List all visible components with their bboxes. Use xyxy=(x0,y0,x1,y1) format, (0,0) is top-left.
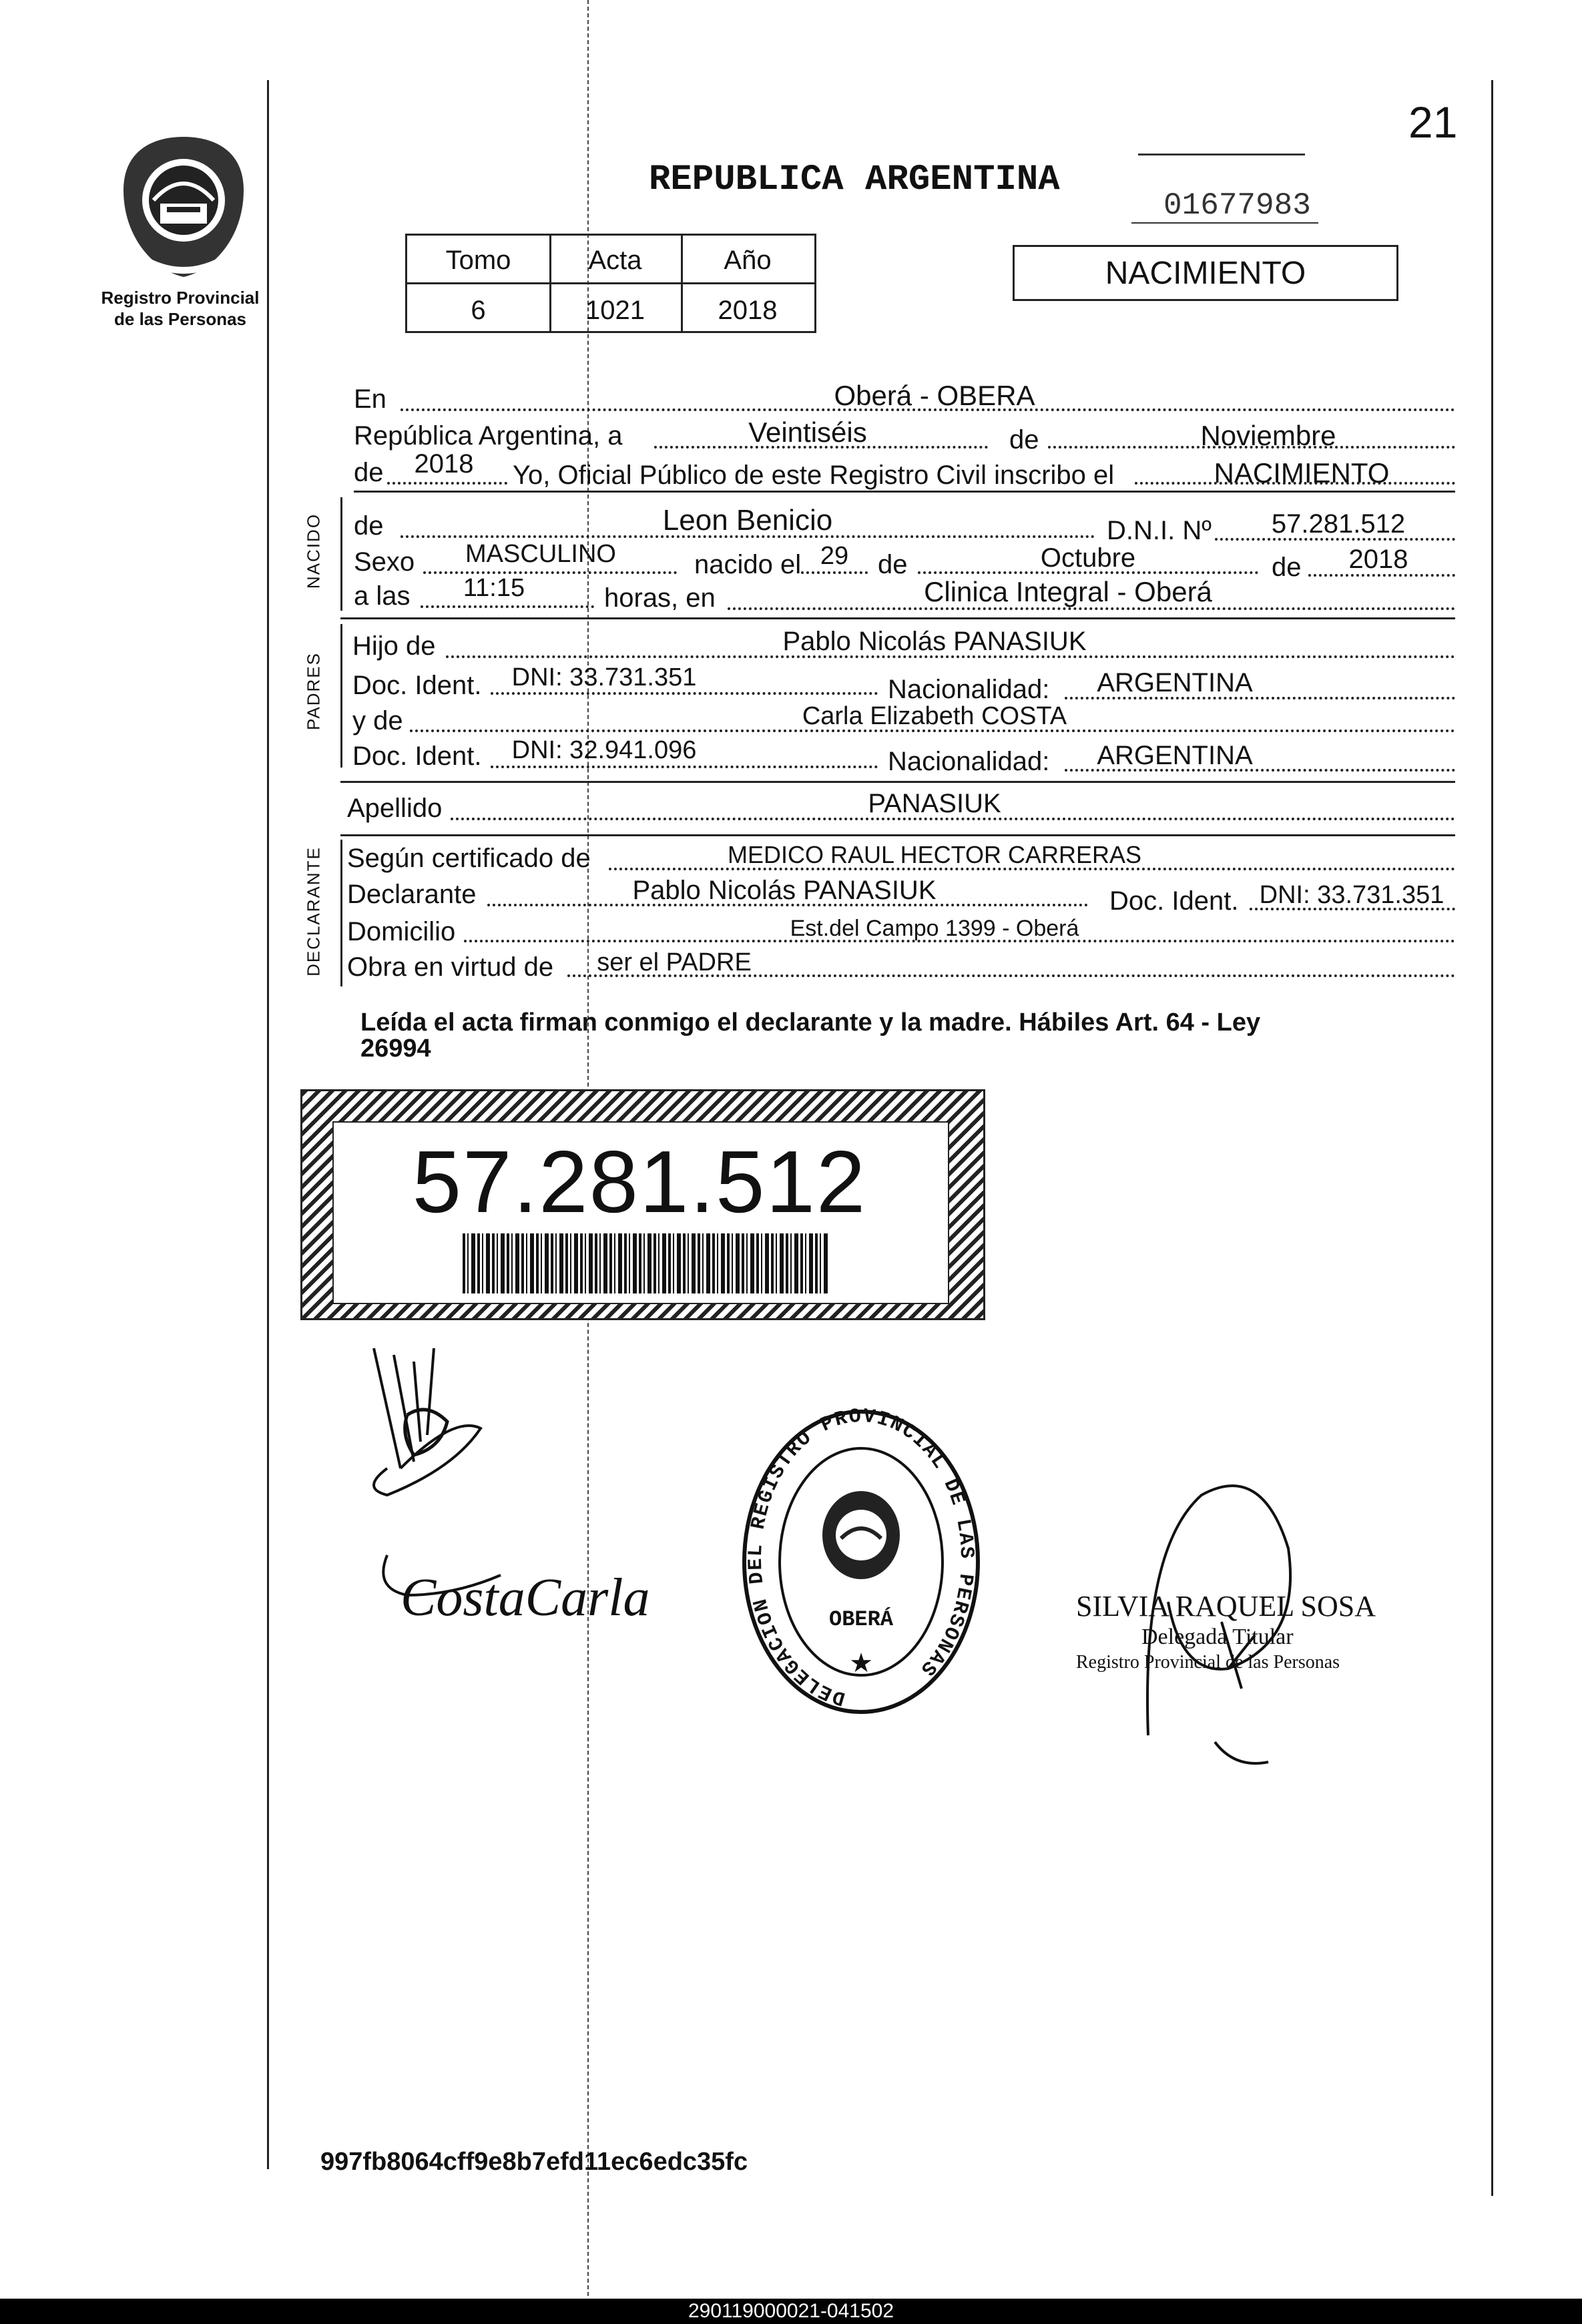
document-hash: 997fb8064cff9e8b7efd11ec6edc35fc xyxy=(320,2148,748,2176)
child-name: Leon Benicio xyxy=(662,504,833,537)
doc2-label: Doc. Ident. xyxy=(352,742,482,771)
footer-bar xyxy=(0,2299,1582,2324)
year-value: 2018 xyxy=(414,449,474,479)
table-value-tomo: 6 xyxy=(471,296,486,325)
day-value: Veintiséis xyxy=(748,416,867,448)
de2-label: de xyxy=(354,458,384,487)
signatory-office: Registro Provincial de las Personas xyxy=(1076,1652,1340,1673)
doc-type-box xyxy=(1013,245,1398,301)
hijo-label: Hijo de xyxy=(352,631,436,661)
event-value: NACIMIENTO xyxy=(1214,457,1390,489)
dni-label: D.N.I. Nº xyxy=(1107,516,1212,545)
svg-text:OBERÁ: OBERÁ xyxy=(828,1607,894,1632)
nac1-label: Nacionalidad: xyxy=(888,675,1050,704)
register-table xyxy=(405,234,816,333)
nacido-de3-label: de xyxy=(1272,553,1302,582)
table-value-acta: 1021 xyxy=(585,296,645,325)
horas-label: horas, en xyxy=(604,583,716,613)
signatory-name: SILVIA RAQUEL SOSA xyxy=(1076,1590,1376,1623)
barcode xyxy=(463,1233,830,1293)
decl-doc-label: Doc. Ident. xyxy=(1109,886,1239,916)
signatory-title: Delegada Titular xyxy=(1141,1625,1294,1649)
father-doc: DNI: 33.731.351 xyxy=(511,663,697,691)
father-nat: ARGENTINA xyxy=(1097,668,1253,697)
mother-name: Carla Elizabeth COSTA xyxy=(802,702,1067,730)
left-margin-line xyxy=(267,80,269,2169)
table-header-acta: Acta xyxy=(588,246,642,275)
serial-number: 01677983 xyxy=(1163,188,1311,223)
serial-box xyxy=(1131,150,1318,224)
cert-value: MEDICO RAUL HECTOR CARRERAS xyxy=(727,841,1142,868)
province-seal-logo xyxy=(113,130,254,284)
decl-doc-value: DNI: 33.731.351 xyxy=(1259,881,1444,909)
birth-day: 29 xyxy=(820,542,849,570)
decl-label: Declarante xyxy=(347,880,477,909)
domicilio-value: Est.del Campo 1399 - Oberá xyxy=(790,916,1079,941)
closing-text-line2: 26994 xyxy=(360,1035,431,1063)
nacido-el-label: nacido el xyxy=(694,550,802,579)
svg-text:★: ★ xyxy=(849,1649,873,1678)
table-value-ano: 2018 xyxy=(718,296,778,325)
birth-time: 11:15 xyxy=(463,574,525,602)
month-value: Noviembre xyxy=(1200,420,1336,451)
decl-value: Pablo Nicolás PANASIUK xyxy=(632,876,937,905)
section-label-declarante: DECLARANTE xyxy=(303,846,324,976)
mother-doc: DNI: 32.941.096 xyxy=(511,736,697,764)
obra-value: ser el PADRE xyxy=(597,948,752,976)
de-label: de xyxy=(1009,425,1039,455)
table-header-tomo: Tomo xyxy=(445,246,511,275)
dni-sticker-number: 57.281.512 xyxy=(412,1133,867,1231)
nacido-de2-label: de xyxy=(878,550,908,579)
table-header-ano: Año xyxy=(724,246,772,275)
mother-signature xyxy=(347,1335,661,1629)
obra-label: Obra en virtud de xyxy=(347,952,554,982)
section-label-nacido: NACIDO xyxy=(303,513,324,589)
country-title: REPUBLICA ARGENTINA xyxy=(649,160,1060,200)
registry-label: Registro Provincial de las Personas xyxy=(101,288,260,329)
section-label-padres: PADRES xyxy=(303,652,324,730)
svg-text:DELEGACION DEL REGISTRO PROVIN: DELEGACION DEL REGISTRO PROVINCIAL DE LAS PERSONAS xyxy=(744,1405,978,1710)
en-value: Oberá - OBERA xyxy=(834,380,1035,411)
dni-sticker xyxy=(300,1089,985,1320)
page-number: 21 xyxy=(1408,97,1458,147)
mother-nat: ARGENTINA xyxy=(1097,741,1253,770)
footer-code: 290119000021-041502 xyxy=(688,2300,894,2322)
closing-text-line1: Leída el acta firman conmigo el declarante y la madre. Hábiles Art. 64 - Ley xyxy=(360,1008,1261,1037)
en-label: En xyxy=(354,384,386,414)
intro-statement: Yo, Oficial Público de este Registro Civil inscribo el xyxy=(513,461,1115,490)
cert-label: Según certificado de xyxy=(347,844,591,873)
apellido-value: PANASIUK xyxy=(868,789,1001,818)
birth-month: Octubre xyxy=(1040,543,1136,573)
birth-place: Clinica Integral - Oberá xyxy=(924,576,1212,607)
nacido-de-label: de xyxy=(354,511,384,541)
nac2-label: Nacionalidad: xyxy=(888,747,1050,776)
dni-value: 57.281.512 xyxy=(1271,509,1406,539)
sexo-value: MASCULINO xyxy=(465,540,616,568)
svg-text:CostaCarla: CostaCarla xyxy=(401,1568,650,1627)
official-stamp xyxy=(738,1405,985,1719)
apellido-label: Apellido xyxy=(347,794,443,823)
republica-label: República Argentina, a xyxy=(354,421,623,451)
sexo-label: Sexo xyxy=(354,547,415,577)
father-name: Pablo Nicolás PANASIUK xyxy=(782,627,1087,656)
a-las-label: a las xyxy=(354,581,411,611)
doc1-label: Doc. Ident. xyxy=(352,671,482,700)
domicilio-label: Domicilio xyxy=(347,917,456,946)
birth-year: 2018 xyxy=(1348,545,1408,574)
right-margin-line xyxy=(1491,80,1493,2196)
yde-label: y de xyxy=(352,706,403,736)
doc-type: NACIMIENTO xyxy=(1105,256,1306,291)
